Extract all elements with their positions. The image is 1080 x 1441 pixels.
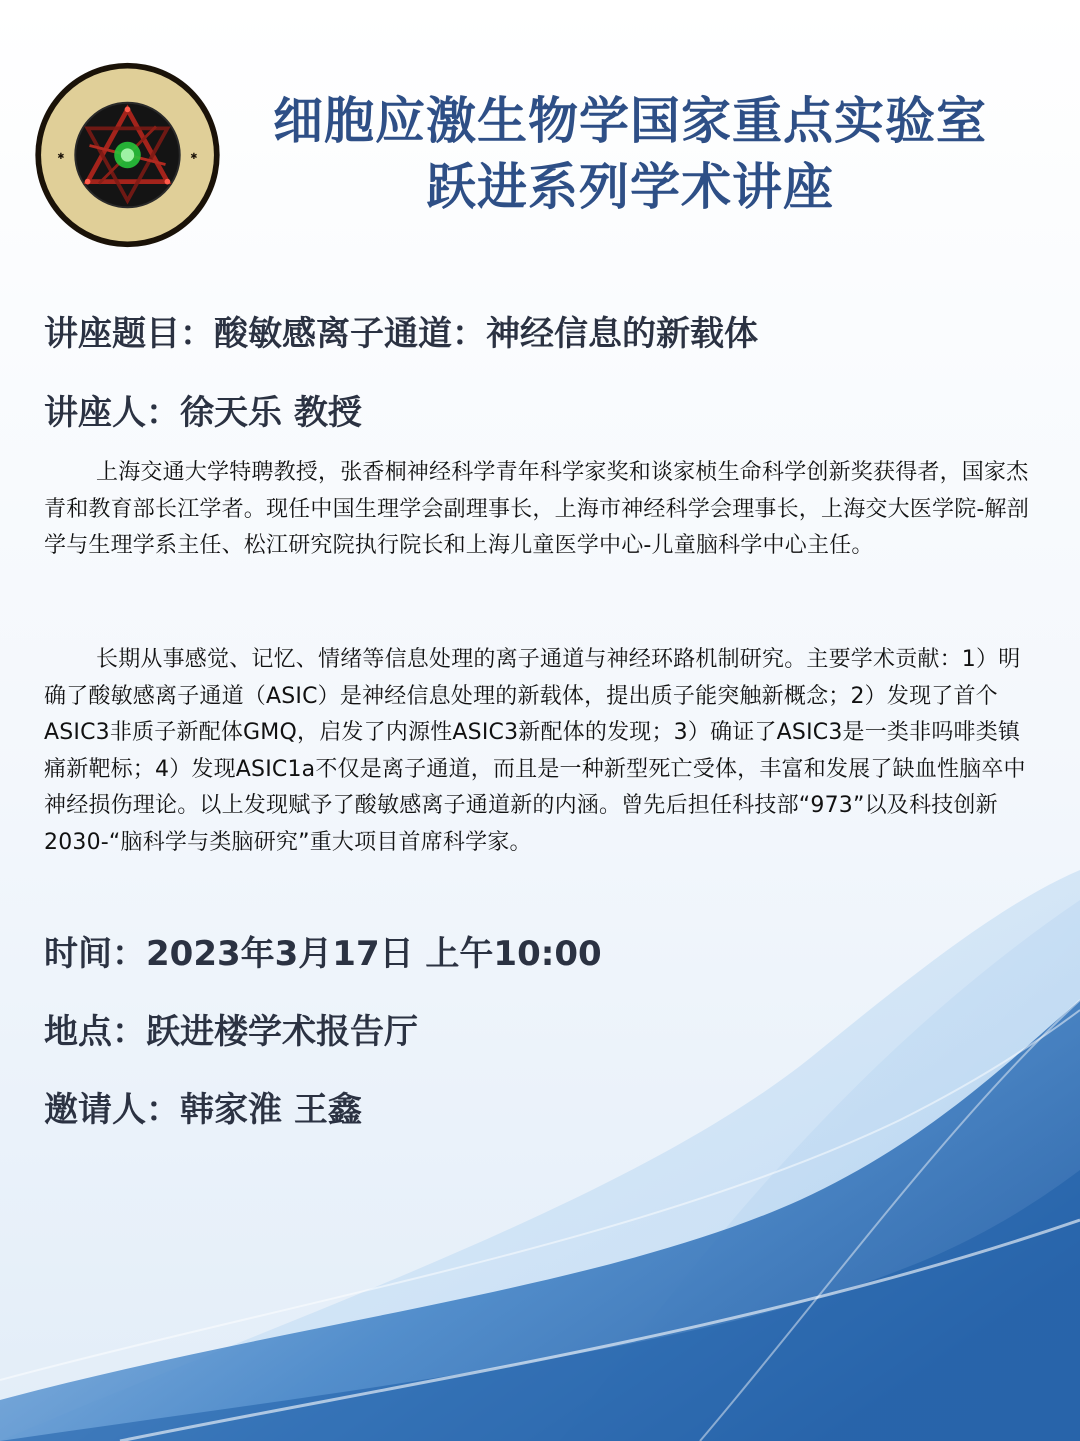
title-line-1: 细胞应激生物学国家重点实验室 — [273, 92, 987, 150]
header-title — [230, 88, 1030, 220]
svg-text:✱: ✱ — [57, 151, 65, 162]
lecture-inviter: 邀请人：韩家淮 王鑫 — [44, 1090, 362, 1130]
speaker-bio-paragraph-2: 长期从事感觉、记忆、情绪等信息处理的离子通道与神经环路机制研究。主要学术贡献：1）明确了酸敏感离子通道（ASIC）是神经信息处理的新载体，提出质子能突触新概念；2）发现了首个ASIC3非质子新配体GMQ，启发了内源性ASIC3新配体的发现；3）确证了ASIC3是一类非吗啡类镇痛新靶标；4）发现ASIC1a不仅是离子通道，而且是一种新型死亡受体，丰富和发展了缺血性脑卒中神经损伤理论。以上发现赋予了酸敏感离子通道新的内涵。曾先后担任科技部“973”以及科技创新2030-“脑科学与类脑研究”重大项目首席科学家。 — [44, 647, 1026, 855]
lecture-location: 地点：跃进楼学术报告厅 — [44, 1012, 418, 1052]
lecture-topic: 讲座题目：酸敏感离子通道：神经信息的新载体 — [44, 314, 758, 354]
lecture-time: 时间：2023年3月17日 上午10:00 — [44, 934, 602, 974]
speaker-bio-paragraph-1: 上海交通大学特聘教授，张香桐神经科学青年科学家奖和谈家桢生命科学创新奖获得者，国家杰青和教育部长江学者。现任中国生理学会副理事长，上海市神经科学会理事长，上海交大医学院-解剖学与生理学系主任、松江研究院执行院长和上海儿童医学中心-儿童脑科学中心主任。 — [44, 460, 1029, 558]
lecture-speaker: 讲座人：徐天乐 教授 — [44, 393, 362, 433]
svg-text:✱: ✱ — [190, 151, 198, 162]
lab-logo-emblem — [30, 60, 225, 250]
title-line-2: 跃进系列学术讲座 — [426, 158, 834, 216]
